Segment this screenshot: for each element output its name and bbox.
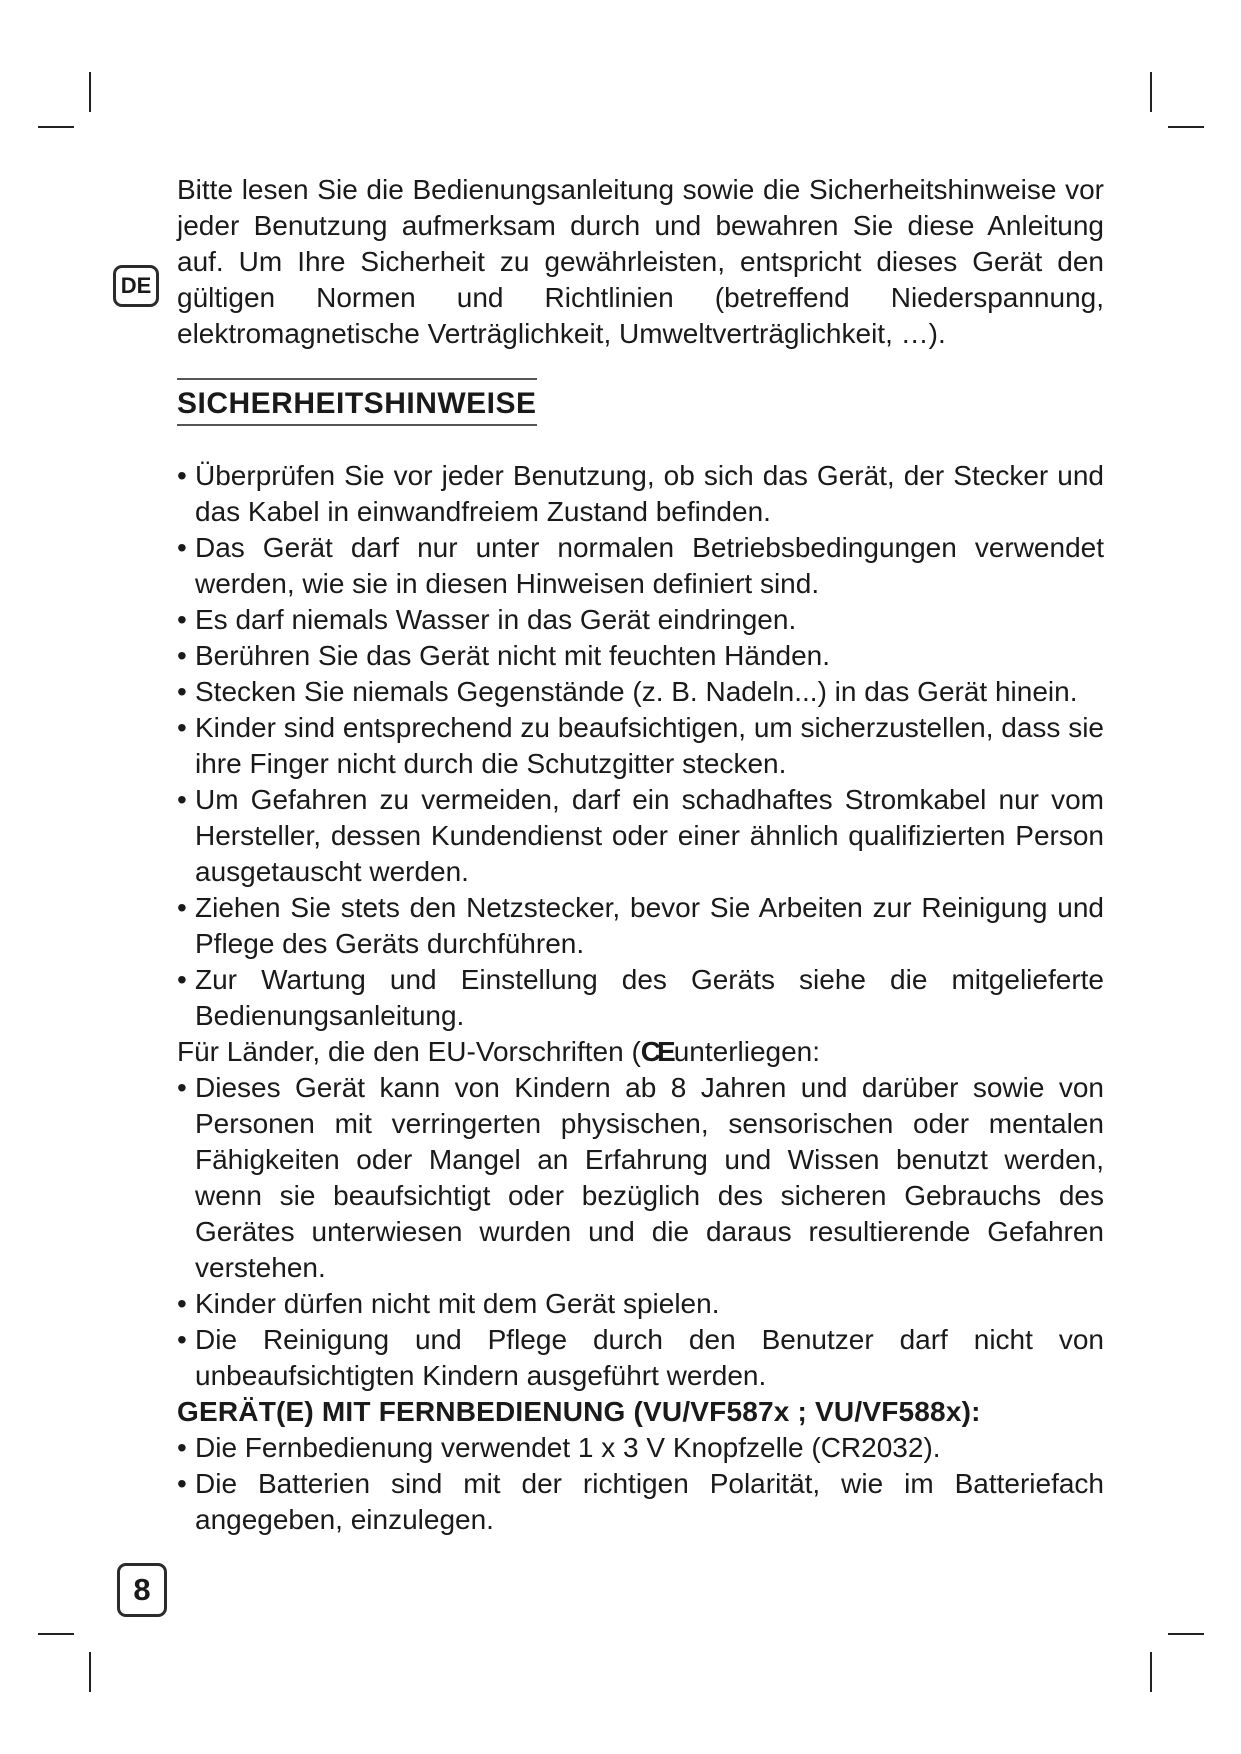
list-item: • Die Batterien sind mit der richtigen Polarität, wie im Batteriefach angegeben, einzulegen.: [177, 1466, 1104, 1538]
crop-mark: [38, 1633, 74, 1635]
page-number: 8: [117, 1563, 167, 1617]
list-item: • Das Gerät darf nur unter normalen Betriebsbedingungen verwendet werden, wie sie in diesen Hinweisen definiert sind.: [177, 530, 1104, 602]
list-item: • Zur Wartung und Einstellung des Geräts siehe die mitgelieferte Bedienungsanleitung.: [177, 962, 1104, 1034]
intro-section: [177, 172, 1104, 352]
intro-paragraph: Bitte lesen Sie die Bedienungsanleitung sowie die Sicherheitshinweise vor jeder Benutzung aufmerksam durch und bewahren Sie diese Anleitung auf. Um Ihre Sicherheit zu gewährleisten, entspricht dieses Gerät den gültigen Normen und Richtlinien (betreffend Niederspannung, elektromagnetische Verträglichkeit, Umweltverträglichkeit, …).: [177, 174, 1104, 349]
crop-mark: [89, 1652, 91, 1692]
eu-line-suffix: unterliegen:: [673, 1036, 821, 1067]
list-item: • Es darf niemals Wasser in das Gerät eindringen.: [177, 602, 1104, 638]
remote-heading: GERÄT(E) MIT FERNBEDIENUNG (VU/VF587x ; VU/VF588x):: [177, 1396, 981, 1427]
crop-mark: [1150, 72, 1152, 112]
crop-mark: [1168, 1633, 1204, 1635]
list-item: • Dieses Gerät kann von Kindern ab 8 Jahren und darüber sowie von Personen mit verringerten physischen, sensorischen oder mentalen Fähigkeiten oder Mangel an Erfahrung und Wissen benutzt werden, wenn sie beaufsichtigt oder bezüglich des sicheren Gebrauchs des Gerätes unterwiesen wurden und die daraus resultierende Gefahren verstehen.: [177, 1070, 1104, 1286]
list-item: • Stecken Sie niemals Gegenstände (z. B. Nadeln...) in das Gerät hinein.: [177, 674, 1104, 710]
list-item: • Um Gefahren zu vermeiden, darf ein schadhaftes Stromkabel nur vom Hersteller, dessen Kundendienst oder einer ähnlich qualifizierten Person ausgetauscht werden.: [177, 782, 1104, 890]
crop-mark: [1168, 126, 1204, 128]
list-item: • Kinder sind entsprechend zu beaufsichtigen, um sicherzustellen, dass sie ihre Finger nicht durch die Schutzgitter stecken.: [177, 710, 1104, 782]
page-content: [177, 172, 1104, 1538]
crop-mark: [38, 126, 74, 128]
language-badge: DE: [113, 265, 159, 307]
eu-regulation-line: [177, 1034, 1104, 1070]
section-heading: SICHERHEITSHINWEISE: [177, 387, 537, 420]
list-item: • Überprüfen Sie vor jeder Benutzung, ob sich das Gerät, der Stecker und das Kabel in einwandfreiem Zustand befinden.: [177, 458, 1104, 530]
list-item: • Kinder dürfen nicht mit dem Gerät spielen.: [177, 1286, 1104, 1322]
crop-mark: [89, 72, 91, 112]
eu-list: [177, 1070, 1104, 1394]
list-item: • Berühren Sie das Gerät nicht mit feuchten Händen.: [177, 638, 1104, 674]
list-item: • Ziehen Sie stets den Netzstecker, bevor Sie Arbeiten zur Reinigung und Pflege des Geräts durchführen.: [177, 890, 1104, 962]
list-item: • Die Reinigung und Pflege durch den Benutzer darf nicht von unbeaufsichtigten Kindern ausgeführt werden.: [177, 1322, 1104, 1394]
safety-list: [177, 458, 1104, 1034]
remote-list: [177, 1430, 1104, 1538]
list-item: • Die Fernbedienung verwendet 1 x 3 V Knopfzelle (CR2032).: [177, 1430, 1104, 1466]
ce-mark-icon: CE: [640, 1036, 672, 1067]
section-heading-box: [177, 378, 537, 426]
eu-line-prefix: Für Länder, die den EU-Vorschriften (: [177, 1036, 641, 1067]
crop-mark: [1150, 1652, 1152, 1692]
